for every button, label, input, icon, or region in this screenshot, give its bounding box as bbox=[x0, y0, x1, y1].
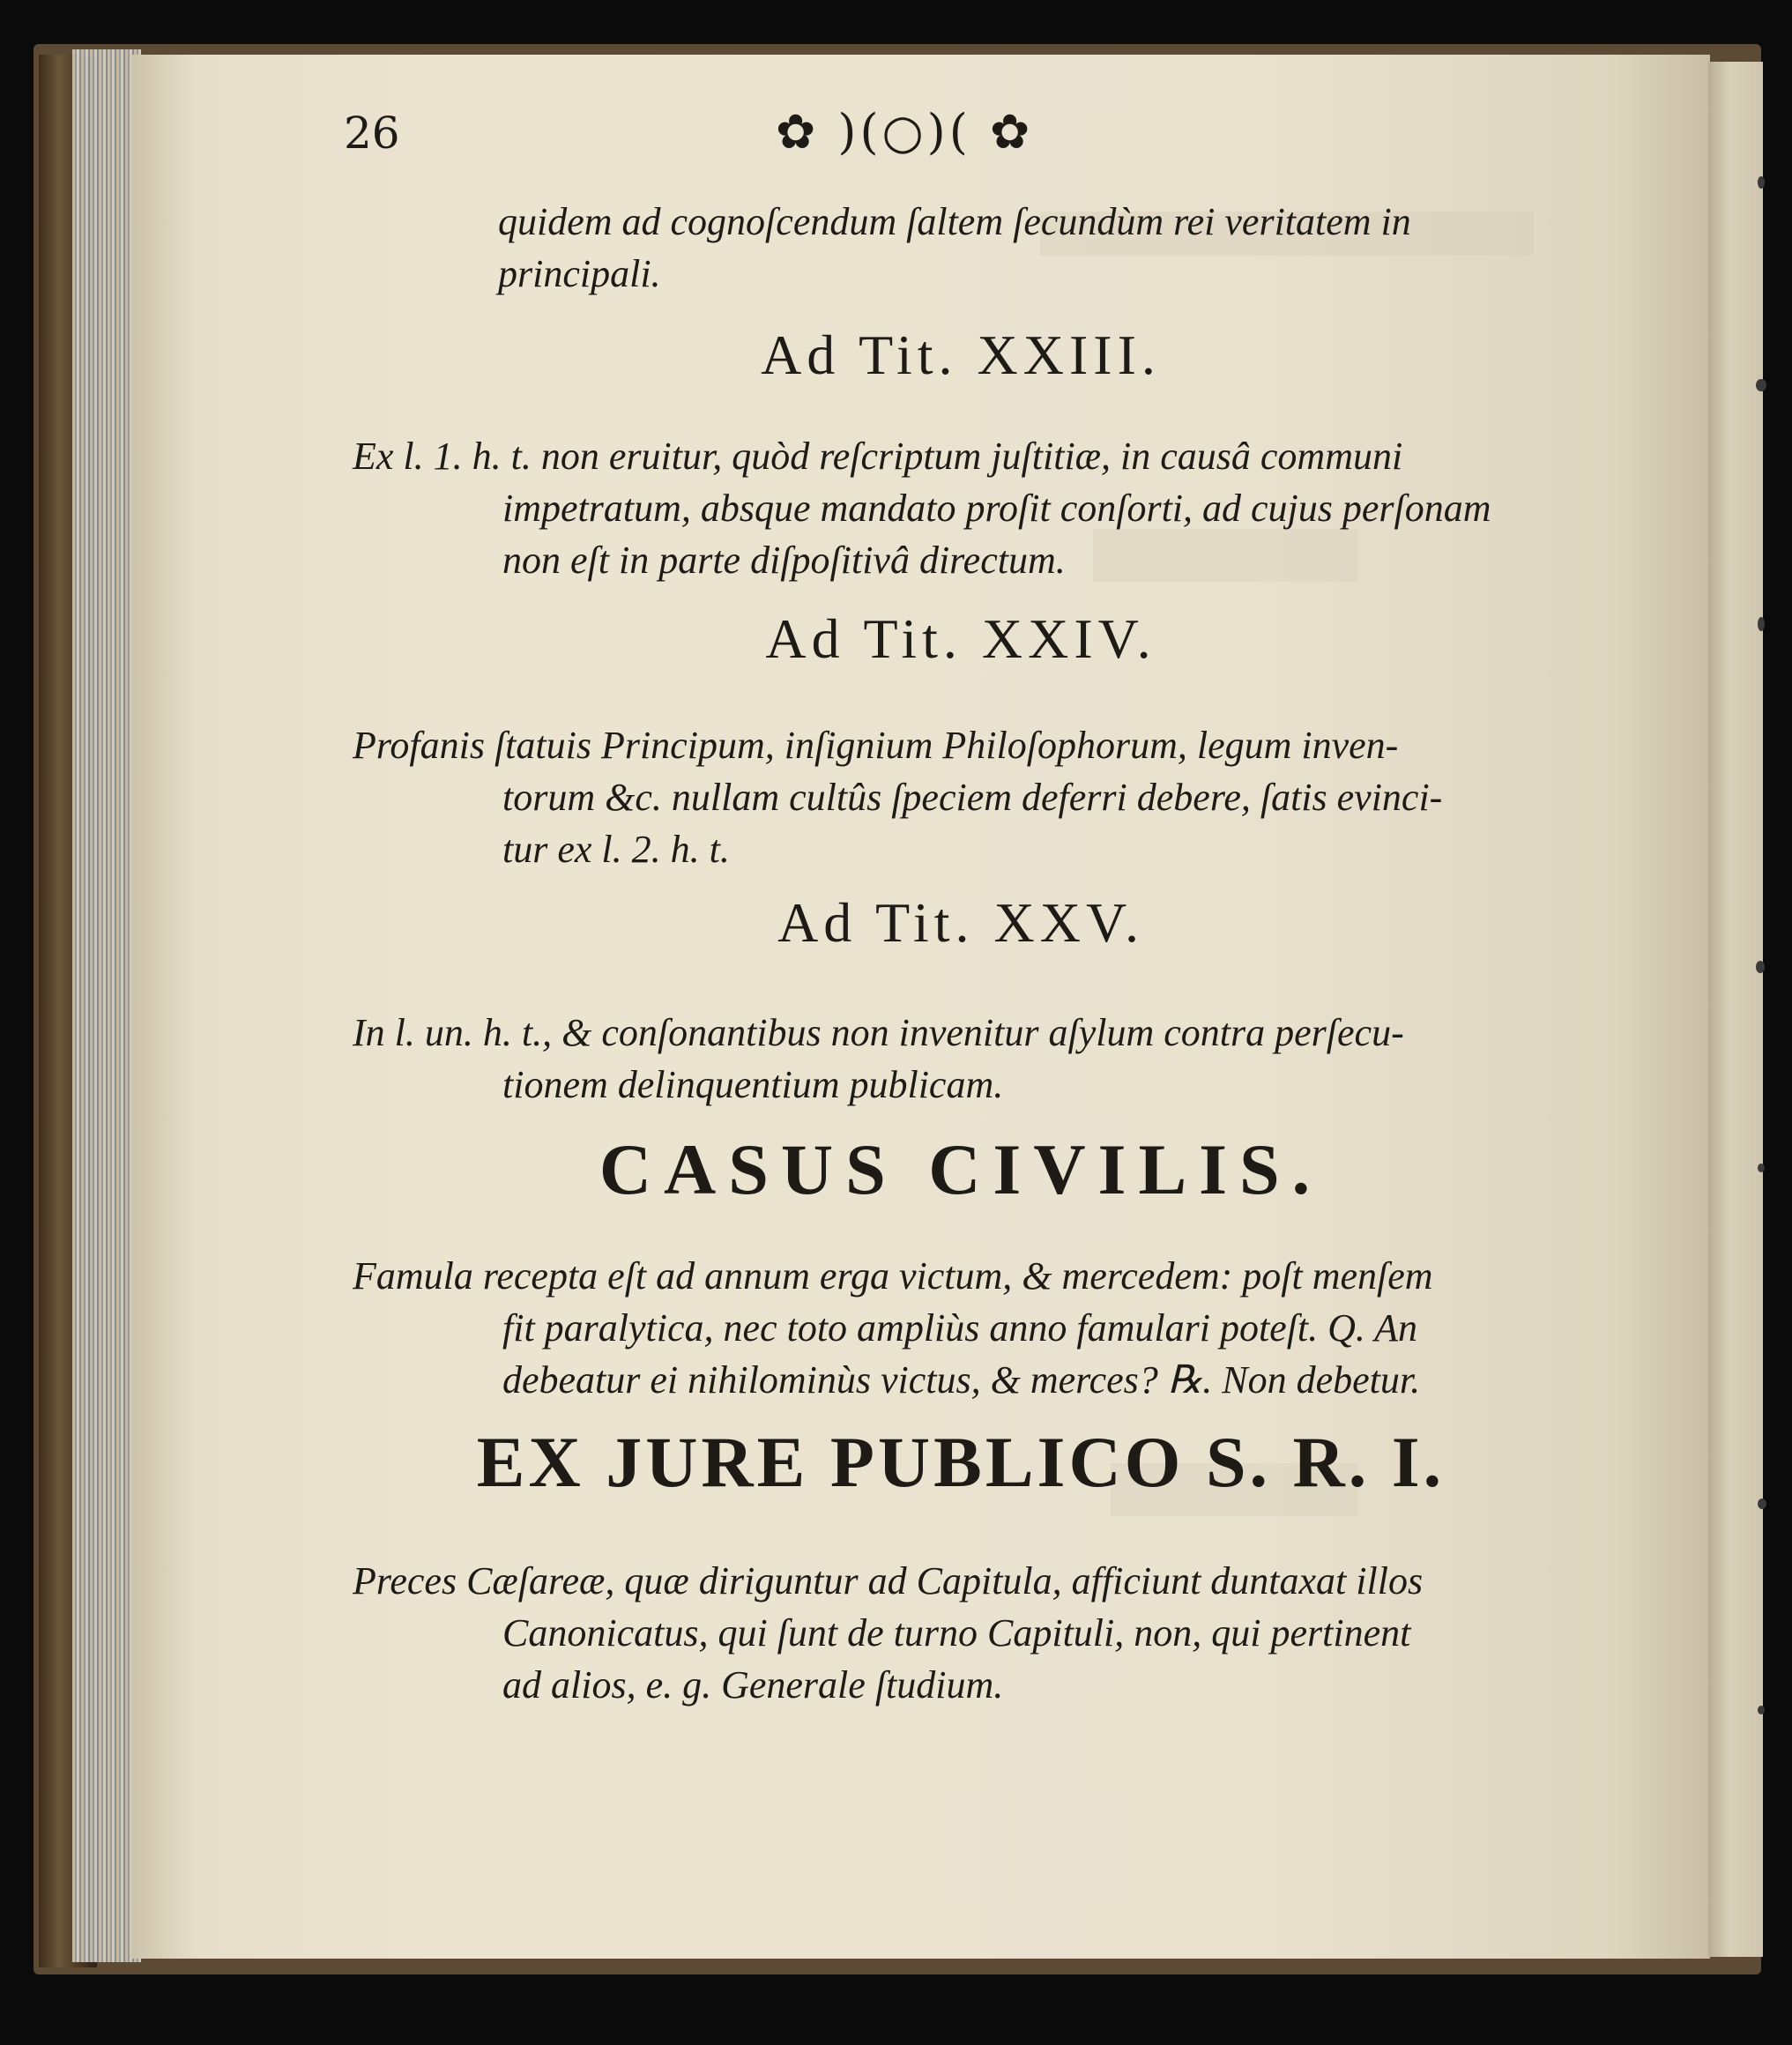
paragraph-line: tionem delinquentium publicam. bbox=[502, 1063, 1004, 1106]
header-ornament: ✿ )(○)( ✿ bbox=[776, 104, 1034, 160]
paragraph bbox=[353, 1250, 1569, 1406]
paragraph-line: torum &c. nullam cultûs ſpeciem deferri debere, ſatis evinci- bbox=[502, 776, 1443, 819]
paragraph-line: fit paralytica, nec toto ampliùs anno famulari poteſt. Q. An bbox=[502, 1306, 1418, 1350]
jus-publicum-heading: EX JURE PUBLICO S. R. I. bbox=[476, 1422, 1446, 1502]
paragraph bbox=[353, 1555, 1569, 1711]
section-heading: Ad Tit. XXIV. bbox=[765, 607, 1156, 670]
paragraph-line: principali. bbox=[498, 252, 661, 295]
page-number: 26 bbox=[344, 108, 400, 159]
paragraph-line: Profanis ſtatuis Principum, inſignium Philoſophorum, legum inven- bbox=[353, 724, 1399, 767]
casus-civilis-heading: CASUS CIVILIS. bbox=[599, 1129, 1323, 1209]
paragraph-line: Famula recepta eſt ad annum erga victum, & mercedem: poſt menſem bbox=[353, 1254, 1433, 1298]
section-heading: Ad Tit. XXIII. bbox=[761, 323, 1161, 386]
paragraph-line: ad alios, e. g. Generale ſtudium. bbox=[502, 1663, 1004, 1707]
paragraph bbox=[353, 719, 1569, 875]
paragraph-line: Ex l. 1. h. t. non eruitur, quòd reſcriptum juſtitiæ, in causâ communi bbox=[353, 435, 1403, 478]
paragraph-line: impetratum, absque mandato proſit conſorti, ad cujus perſonam bbox=[502, 487, 1491, 530]
continuation-paragraph bbox=[498, 196, 1556, 300]
paragraph-line: Preces Cæſareæ, quæ diriguntur ad Capitula, afficiunt duntaxat illos bbox=[353, 1559, 1424, 1603]
section-heading: Ad Tit. XXV. bbox=[777, 891, 1144, 954]
paragraph-line: In l. un. h. t., & conſonantibus non invenitur aſylum contra perſecu- bbox=[353, 1011, 1404, 1054]
paragraph-line: non eſt in parte diſpoſitivâ directum. bbox=[502, 539, 1066, 582]
paragraph bbox=[353, 430, 1569, 586]
paragraph-line: debeatur ei nihilominùs victus, & merces? ℞. Non debetur. bbox=[502, 1358, 1421, 1402]
paragraph-line: Canonicatus, qui ſunt de turno Capituli, non, qui pertinent bbox=[502, 1611, 1411, 1655]
paragraph bbox=[353, 1007, 1569, 1111]
paragraph-line: tur ex l. 2. h. t. bbox=[502, 828, 730, 871]
paragraph-line: quidem ad cognoſcendum ſaltem ſecundùm rei veritatem in bbox=[498, 200, 1411, 243]
